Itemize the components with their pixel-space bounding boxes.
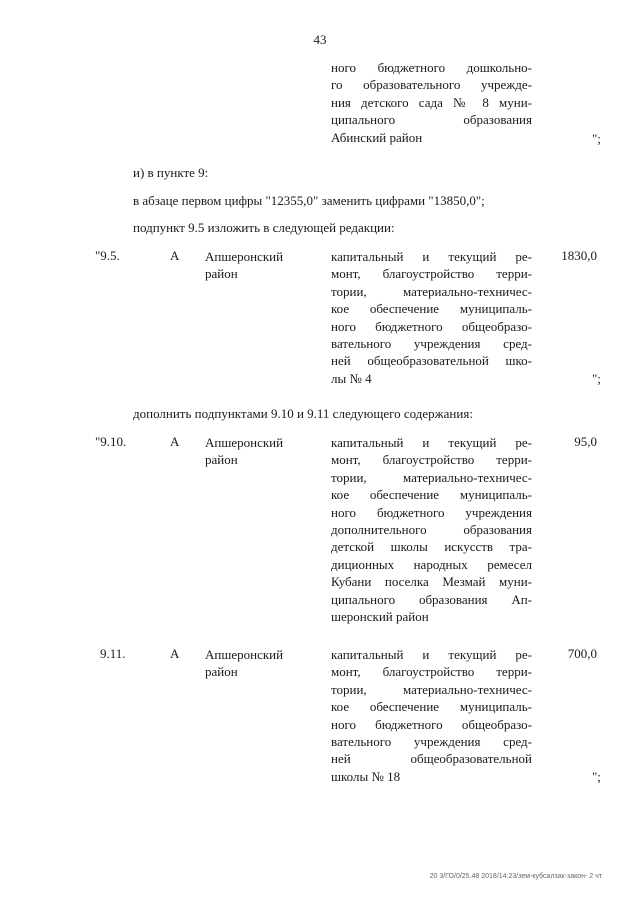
description-line: ней общеобразовательной шко- — [331, 353, 532, 369]
description-line: ней общеобразовательной — [331, 751, 532, 767]
description-line: школы № 18 — [331, 768, 401, 784]
row-description — [331, 646, 532, 785]
description-line: ципального образования Ап- — [331, 591, 532, 607]
description-line: ного бюджетного общеобразо- — [331, 716, 532, 732]
description-line: шеронский район — [331, 608, 429, 624]
paragraph-dopolnit: дополнить подпунктами 9.10 и 9.11 следующего содержания: — [133, 406, 473, 421]
region-line: Апшеронский — [205, 249, 284, 264]
end-quote: "; — [592, 371, 601, 386]
description-line: ного бюджетного общеобразо- — [331, 318, 532, 334]
row-number: "9.5. — [95, 248, 120, 263]
description-line: монт, благоустройство терри- — [331, 266, 532, 282]
description-line: ного бюджетного дошкольно- — [331, 60, 532, 75]
row-number: 9.11. — [100, 646, 126, 661]
row-description — [331, 248, 532, 387]
description-line: ного бюджетного учреждения — [331, 504, 532, 520]
description-line: го образовательного учрежде- — [331, 77, 532, 93]
row-amount: 700,0 — [567, 646, 597, 661]
description-line: Абинский район — [331, 129, 423, 145]
region-line: Апшеронский — [205, 435, 284, 450]
description-line: детской школы искусств тра- — [331, 539, 532, 555]
row-category: А — [170, 248, 180, 263]
description-line: монт, благоустройство терри- — [331, 452, 532, 468]
description-line: вательного учреждения сред- — [331, 733, 532, 749]
description-line: ципального образования — [331, 112, 532, 128]
paragraph-abzac: в абзаце первом цифры "12355,0" заменить цифрами "13850,0"; — [133, 193, 485, 208]
region-line: район — [205, 266, 238, 282]
description-line: тории, материально-техничес- — [331, 681, 532, 697]
description-line: тории, материально-техничес- — [331, 283, 532, 299]
description-line: лы № 4 — [331, 370, 372, 386]
paragraph-i: и) в пункте 9: — [133, 165, 209, 180]
row-region — [205, 646, 283, 681]
description-line: монт, благоустройство терри- — [331, 664, 532, 680]
top-description — [331, 59, 532, 146]
description-line: дополнительного образования — [331, 521, 532, 537]
description-line: вательного учреждения сред- — [331, 335, 532, 351]
region-line: район — [205, 452, 238, 468]
page-number: 43 — [313, 32, 327, 47]
description-line: кое обеспечение муниципаль- — [331, 699, 532, 715]
region-line: район — [205, 664, 238, 680]
description-line: Кубани поселка Мезмай муни- — [331, 574, 532, 590]
row-region — [205, 434, 283, 469]
end-quote: "; — [592, 769, 601, 784]
description-line: ния детского сада № 8 муни- — [331, 94, 532, 110]
paragraph-podpunkt: подпункт 9.5 изложить в следующей редакции: — [133, 220, 395, 235]
description-line: кое обеспечение муниципаль- — [331, 301, 532, 317]
row-region — [205, 248, 283, 283]
row-description — [331, 434, 532, 625]
description-line: капитальный и текущий ре- — [331, 249, 532, 264]
description-line: тории, материально-техничес- — [331, 469, 532, 485]
description-line: капитальный и текущий ре- — [331, 647, 532, 662]
end-quote: "; — [592, 131, 601, 146]
footer-code: 20 3/ГО/0/25.48 2018/14:23/зем-кубсалзак-закон- 2 чт — [429, 873, 602, 880]
row-category: А — [170, 434, 180, 449]
row-amount: 1830,0 — [561, 248, 597, 263]
description-line: капитальный и текущий ре- — [331, 435, 532, 450]
region-line: Апшеронский — [205, 647, 284, 662]
row-category: А — [170, 646, 180, 661]
row-amount: 95,0 — [574, 434, 597, 449]
row-number: "9.10. — [95, 434, 127, 449]
description-line: кое обеспечение муниципаль- — [331, 487, 532, 503]
description-line: диционных народных ремесел — [331, 556, 532, 572]
